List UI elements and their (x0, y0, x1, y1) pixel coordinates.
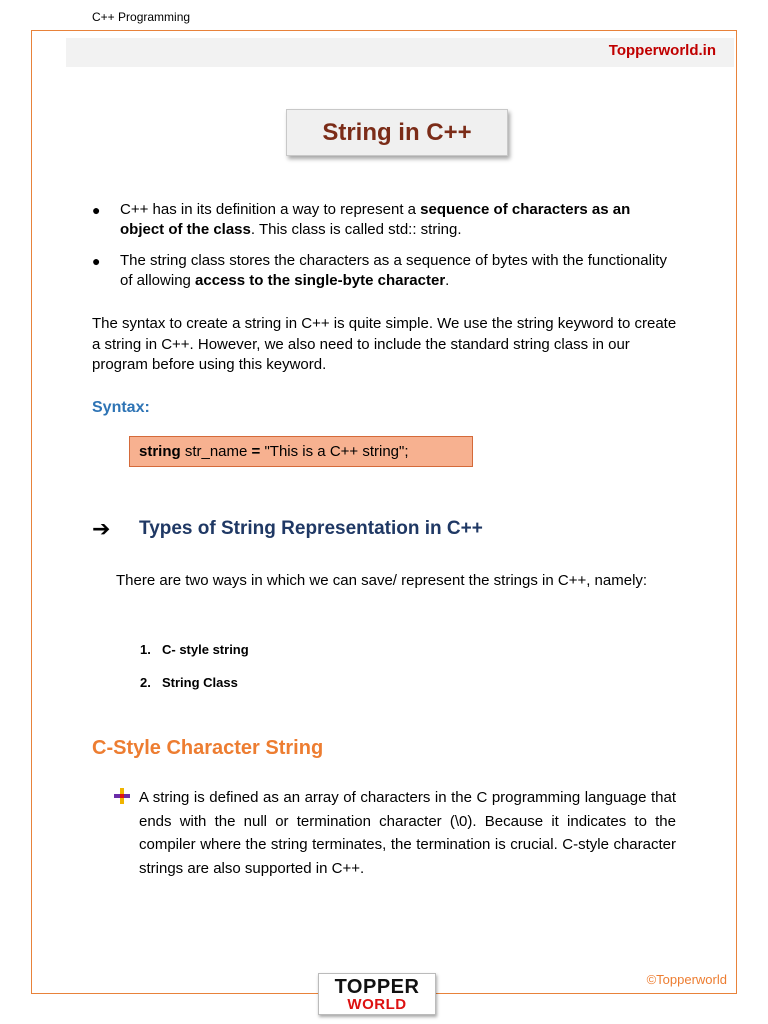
types-intro: There are two ways in which we can save/ represent the strings in C++, namely: (116, 572, 648, 589)
code-operator: = (251, 443, 261, 460)
types-section-header (92, 516, 483, 542)
logo-text-top: TOPPER (334, 976, 420, 998)
list-marker: 2. (140, 675, 151, 690)
arrow-right-icon: ➔ (92, 516, 111, 541)
list-item (92, 200, 677, 240)
running-head: C++ Programming (92, 10, 191, 24)
topperworld-logo (318, 973, 436, 1015)
intro-paragraph: The syntax to create a string in C++ is quite simple. We use the string keyword to create a string in C++. However, we also need to include the standard string class in our program before using this keyword. (92, 315, 677, 373)
bullet-text: C++ has in its definition a way to represent a sequence of characters as an object of the class. This class is called std:: string. (120, 201, 631, 238)
code-keyword: string (139, 443, 181, 460)
bullet-list (92, 200, 677, 302)
header-bar (66, 38, 734, 67)
logo-text-bottom: WORLD (347, 996, 407, 1013)
code-variable: str_name (180, 443, 252, 460)
site-name: Topperworld.in (608, 42, 716, 59)
code-value: "This is a C++ string"; (260, 443, 409, 460)
cstyle-bullet (114, 786, 676, 881)
numbered-list (140, 642, 249, 708)
colored-cross-icon (114, 786, 139, 881)
types-heading: Types of String Representation in C++ (139, 518, 483, 539)
list-item-label: C- style string (162, 642, 249, 657)
list-item (140, 675, 249, 708)
bullet-icon: ● (92, 202, 101, 218)
bullet-text: The string class stores the characters as a sequence of bytes with the functionality of allowing access to the single-byte character. (120, 252, 667, 289)
title-box (286, 109, 508, 156)
list-item (92, 251, 677, 291)
cstyle-paragraph: A string is defined as an array of characters in the C programming language that ends with the null or termination character (\0). Because it indicates to the compiler where the string terminates, the termination is crucial. C-style character strings are also supported in C++. (139, 789, 676, 878)
page-title: String in C++ (322, 118, 472, 146)
code-snippet (129, 436, 473, 467)
list-marker: 1. (140, 642, 151, 657)
syntax-heading: Syntax: (92, 399, 150, 416)
footer-copyright: ©Topperworld (646, 972, 727, 987)
list-item-label: String Class (162, 675, 238, 690)
cstyle-heading: C-Style Character String (92, 737, 324, 759)
bullet-icon: ● (92, 253, 101, 269)
list-item (140, 642, 249, 675)
